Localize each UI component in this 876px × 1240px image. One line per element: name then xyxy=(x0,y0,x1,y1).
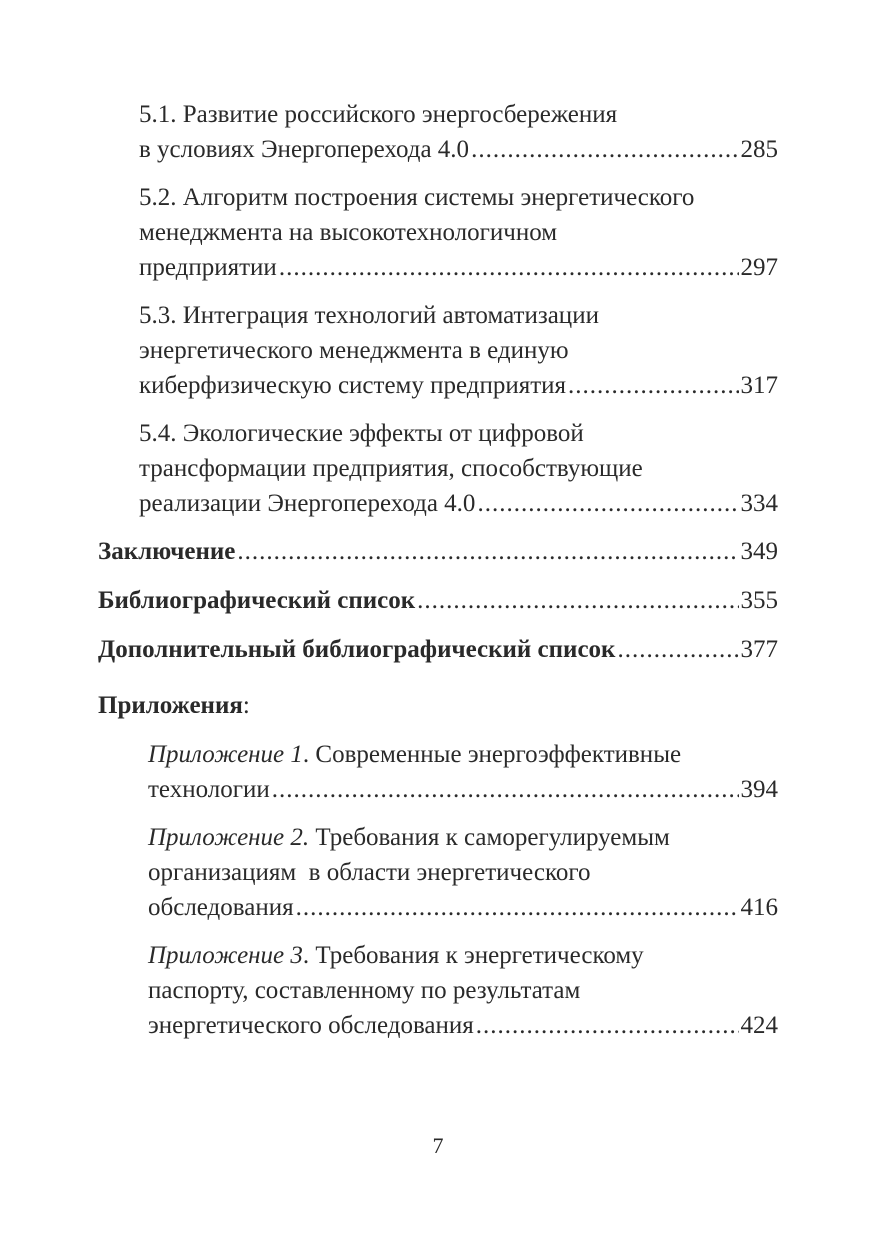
toc-page-number: 349 xyxy=(740,538,778,565)
dot-leader xyxy=(296,890,739,925)
dot-leader xyxy=(471,132,738,167)
toc-page-number: 297 xyxy=(740,254,778,281)
dot-leader xyxy=(476,1008,739,1043)
appendix-label: Приложение 2. xyxy=(148,824,310,851)
toc-entry-bibliography[interactable] xyxy=(98,583,778,618)
toc-entry-text: 5.2. Алгоритм построения системы энергетического xyxy=(139,184,695,211)
toc-entry-last-line xyxy=(139,132,778,167)
toc-entry-first-line xyxy=(148,938,778,973)
toc-entry-appendix-1[interactable] xyxy=(148,737,778,807)
toc-page-number: 424 xyxy=(740,1012,778,1039)
toc-entry-last-line xyxy=(148,890,778,925)
toc-page-number: 334 xyxy=(740,490,778,517)
dot-leader xyxy=(568,368,738,403)
toc-entry-text: 5.1. Развитие российского энергосбережения xyxy=(139,101,618,128)
toc-entry-text: технологии xyxy=(148,776,270,803)
toc-entry-first-line xyxy=(148,737,778,772)
page-number: 7 xyxy=(432,1133,444,1158)
toc-entry-last-line xyxy=(98,583,778,618)
toc-entry-text: киберфизическую систему предприятия xyxy=(139,372,567,399)
toc-entry-5-2[interactable] xyxy=(139,180,778,285)
dot-leader xyxy=(477,486,738,521)
toc-entry-title: Библиографический список xyxy=(98,587,416,614)
dot-leader xyxy=(279,250,739,285)
appendix-label: Приложение 1 xyxy=(148,741,303,768)
toc-entry-first-line xyxy=(148,820,778,855)
toc-entry-text: реализации Энергоперехода 4.0 xyxy=(139,490,476,517)
toc-entry-5-1[interactable] xyxy=(139,97,778,167)
appendix-label: Приложение 3 xyxy=(148,942,303,969)
toc-entry-last-line xyxy=(139,486,778,521)
toc-entry-title: Дополнительный библиографический список xyxy=(98,636,616,663)
toc-entry-text: менеджмента на высокотехнологичном xyxy=(139,219,558,246)
dot-leader xyxy=(272,772,739,807)
toc-entry-last-line xyxy=(148,772,778,807)
appendices-heading-text: Приложения xyxy=(98,692,243,719)
toc-page-number: 285 xyxy=(740,136,778,163)
toc-entry-title: Заключение xyxy=(98,538,236,565)
toc-entry-last-line xyxy=(98,534,778,569)
toc-page-number: 317 xyxy=(740,372,778,399)
toc-entry-5-3[interactable] xyxy=(139,298,778,403)
toc-page-number: 355 xyxy=(740,587,778,614)
toc-entry-last-line xyxy=(139,368,778,403)
toc-page-number: 394 xyxy=(740,776,778,803)
toc-entry-text: предприятии xyxy=(139,254,277,281)
toc-entry-text: организациям в области энергетического xyxy=(148,859,591,886)
toc-entry-last-line xyxy=(148,1008,778,1043)
toc-entry-text: 5.3. Интеграция технологий автоматизации xyxy=(139,302,599,329)
toc-entry-text: 5.4. Экологические эффекты от цифровой xyxy=(139,420,584,447)
toc-entry-text: энергетического обследования xyxy=(148,1012,474,1039)
toc-entry-appendix-3[interactable] xyxy=(148,938,778,1043)
dot-leader xyxy=(237,534,738,569)
toc-page-number: 416 xyxy=(740,894,778,921)
toc-entry-additional-bibliography[interactable] xyxy=(98,632,778,667)
dot-leader xyxy=(617,632,738,667)
toc-entry-text: обследования xyxy=(148,894,294,921)
appendices-heading xyxy=(98,688,250,723)
toc-entry-5-4[interactable] xyxy=(139,416,778,521)
toc-entry-text: . Требования к энергетическому xyxy=(302,942,644,969)
appendices-heading-colon: : xyxy=(242,692,250,719)
toc-entry-text: энергетического менеджмента в единую xyxy=(139,337,569,364)
toc-entry-appendix-2[interactable] xyxy=(148,820,778,925)
toc-entry-last-line xyxy=(139,250,778,285)
toc-page-number: 377 xyxy=(740,636,778,663)
toc-entry-last-line xyxy=(98,632,778,667)
toc-entry-text: Требования к саморегулируемым xyxy=(309,824,670,851)
toc-entry-text: в условиях Энергоперехода 4.0 xyxy=(139,136,470,163)
toc-entry-text: паспорту, составленному по результатам xyxy=(148,977,581,1004)
toc-entry-conclusion[interactable] xyxy=(98,534,778,569)
dot-leader xyxy=(417,583,738,618)
toc-entry-text: . Современные энергоэффективные xyxy=(302,741,682,768)
toc-entry-text: трансформации предприятия, способствующие xyxy=(139,455,643,482)
